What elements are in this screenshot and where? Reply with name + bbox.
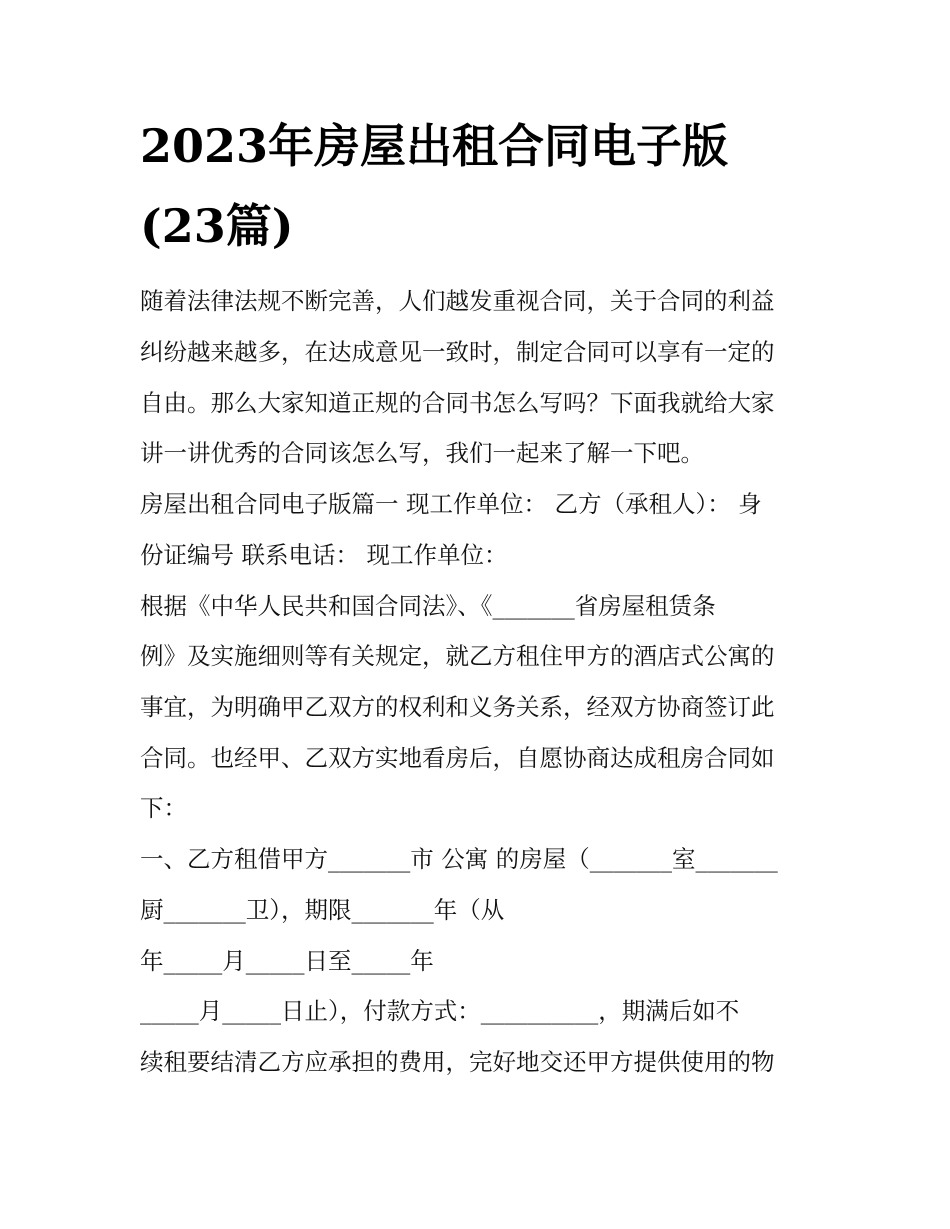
body-line: 合同。也经甲、乙双方实地看房后，自愿协商达成租房合同如 bbox=[140, 744, 775, 772]
body-line: 年_____月_____日至_____年 bbox=[140, 947, 434, 975]
body-line: 随着法律法规不断完善，人们越发重视合同，关于合同的利益 bbox=[140, 287, 775, 315]
body-line: 续租要结清乙方应承担的费用，完好地交还甲方提供使用的物 bbox=[140, 1048, 775, 1076]
body-line: 讲一讲优秀的合同该怎么写，我们一起来了解一下吧。 bbox=[140, 439, 704, 467]
body-line: 房屋出租合同电子版篇一 现工作单位： 乙方（承租人）： 身 bbox=[140, 490, 762, 518]
document-title-line-1: 2023年房屋出租合同电子版 bbox=[140, 119, 729, 173]
body-line: 一、乙方租借甲方_______市 公寓 的房屋（_______室_______ bbox=[140, 845, 778, 873]
body-line: 事宜，为明确甲乙双方的权利和义务关系，经双方协商签订此 bbox=[140, 693, 775, 721]
body-line: 根据《中华人民共和国合同法》、《_______省房屋租赁条 bbox=[140, 592, 716, 620]
document-title-line-2: (23篇) bbox=[140, 199, 294, 253]
body-line: 纠纷越来越多，在达成意见一致时，制定合同可以享有一定的 bbox=[140, 338, 775, 366]
body-line: _____月_____日止），付款方式：__________，期满后如不 bbox=[140, 997, 740, 1025]
body-line: 例》及实施细则等有关规定，就乙方租住甲方的酒店式公寓的 bbox=[140, 642, 775, 670]
body-line: 份证编号 联系电话： 现工作单位： bbox=[140, 541, 508, 569]
body-line: 自由。那么大家知道正规的合同书怎么写吗？下面我就给大家 bbox=[140, 389, 775, 417]
body-line: 厨_______卫），期限_______年（从 bbox=[140, 896, 505, 924]
body-line: 下： bbox=[140, 794, 187, 822]
